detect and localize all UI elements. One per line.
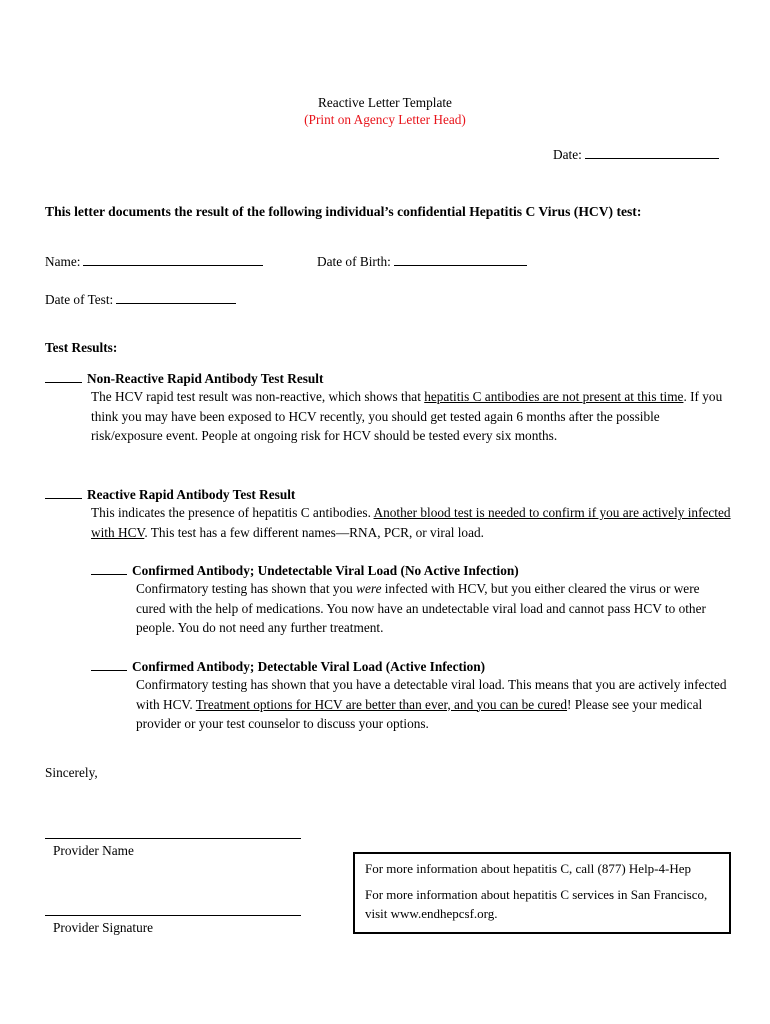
emphasis-were: were [356,581,382,596]
undetectable-checkbox-blank[interactable] [91,560,127,575]
date-blank[interactable] [585,144,719,159]
name-blank[interactable] [83,251,263,266]
test-date-label: Date of Test: [45,292,114,307]
undetectable-description: Confirmatory testing has shown that you were infected with HCV, but you either cleared the virus or were cured with the help of medications. You now have an undetectable viral load and cannot pass HCV to other people. You do not need any further treatment. [136,581,706,635]
provider-name-line[interactable] [45,838,301,839]
reactive-key-statement: Another blood test is needed to confirm if you are actively infected with HCV [91,505,731,540]
test-date-blank[interactable] [116,289,236,304]
reactive-checkbox-blank[interactable] [45,484,82,499]
info-phone-line: For more information about hepatitis C, call (877) Help-4-Hep [365,861,692,876]
undetectable-option [91,560,519,581]
info-website-line: For more information about hepatitis C services in San Francisco, visit www.endhepcsf.org. [365,887,708,921]
template-title: Reactive Letter Template [318,95,452,110]
closing: Sincerely, [45,765,98,780]
letterhead-note: (Print on Agency Letter Head) [304,112,466,127]
date-label: Date: [553,147,582,162]
non-reactive-option [45,368,323,389]
dob-label: Date of Birth: [317,254,391,269]
undetectable-title: Confirmed Antibody; Undetectable Viral Load (No Active Infection) [132,563,519,578]
detectable-key-statement: Treatment options for HCV are better than ever, and you can be cured [195,696,568,712]
reactive-title: Reactive Rapid Antibody Test Result [87,487,296,502]
provider-name-label: Provider Name [53,843,134,858]
provider-signature-label: Provider Signature [53,920,154,935]
name-label: Name: [45,254,81,269]
dob-field [317,251,527,272]
date-field [553,144,719,165]
detectable-description: Confirmatory testing has shown that you have a detectable viral load. This means that you are actively infected with HCV. Treatment options for HCV are better than ever, and you can be cured! Please see your medical provider or your test counselor to discuss your options. [136,677,727,731]
detectable-checkbox-blank[interactable] [91,656,127,671]
detectable-title: Confirmed Antibody; Detectable Viral Load (Active Infection) [132,659,486,674]
reactive-description: This indicates the presence of hepatitis C antibodies. Another blood test is needed to confirm if you are actively infected with HCV. This test has a few different names—RNA, PCR, or viral load. [91,505,731,540]
test-results-heading: Test Results: [45,340,118,355]
name-field [45,251,263,272]
dob-blank[interactable] [394,251,527,266]
detectable-option [91,656,485,677]
non-reactive-checkbox-blank[interactable] [45,368,82,383]
intro-statement: This letter documents the result of the following individual’s confidential Hepatitis C Virus (HCV) test: [45,204,642,219]
non-reactive-description: The HCV rapid test result was non-reactive, which shows that hepatitis C antibodies are not present at this time. If you think you may have been exposed to HCV recently, you should get tested again 6 months after the possible risk/exposure event. People at ongoing risk for HCV should be tested every six months. [91,389,723,443]
info-box [353,852,731,934]
non-reactive-key-statement: hepatitis C antibodies are not present at this time [424,389,684,404]
test-date-field [45,289,236,310]
provider-signature-line[interactable] [45,915,301,916]
non-reactive-title: Non-Reactive Rapid Antibody Test Result [87,371,324,386]
reactive-option [45,484,295,505]
